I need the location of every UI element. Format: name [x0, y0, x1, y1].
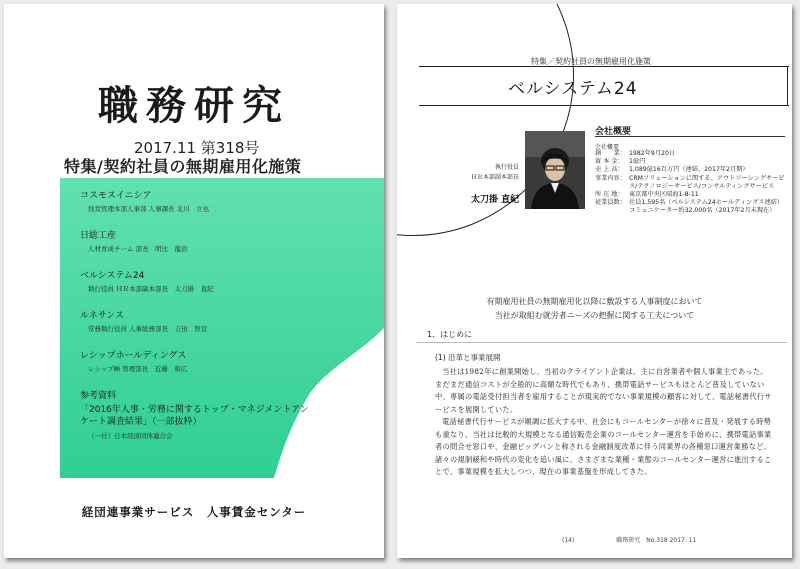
profile-value: 社員1,595名（ベルシステム24ホールディングス連結）コミュニケーター約32,000名（2017年2月末現在）	[629, 199, 783, 215]
profile-value: CRMソリューションに関する、アウトソーシングサービス/テクノロジーサービス/コンサルティングサービス	[629, 174, 785, 190]
profile-row	[595, 166, 785, 174]
profile-row	[595, 199, 785, 215]
page-footer	[562, 535, 772, 544]
title-box-top-rule	[419, 66, 789, 67]
profile-value: 1982年9月20日	[629, 150, 676, 157]
profile-value: 東京都中央区晴海1-8-11	[629, 191, 699, 199]
portrait-image	[525, 131, 585, 209]
article-page	[397, 4, 792, 558]
section-heading: 1．はじめに	[427, 330, 473, 339]
feature-label: 特集／契約社員の無期雇用化施策	[531, 57, 651, 66]
profile-key: 創 業：	[595, 150, 626, 157]
profile-value: 1億円	[629, 158, 646, 166]
profile-value: 1,089億16百万円（連結、2017年2月期）	[629, 166, 749, 174]
profile-row	[595, 175, 785, 191]
profile-heading: 会社概要	[595, 127, 632, 137]
exec-name: 太刀掛 直紀	[471, 195, 520, 205]
company-profile	[595, 150, 785, 216]
cover-title: 職務研究	[98, 82, 290, 129]
cover-issue: 2017.11 第318号	[134, 139, 260, 157]
contents-item	[80, 228, 370, 268]
contents-item	[80, 348, 370, 388]
contents-company: 日総工産	[80, 231, 117, 241]
author-photo	[525, 131, 585, 209]
body-paragraph: 当社は1982年に創業開始し、当初のクライアント企業は、主に自営業者や個人事業主であった。まだまだ通信コストが全般的に高額な時代でもあり、携帯電話サービスもほとんど普及していない中、専属の電話受付担当者を雇用することが現実的でない事業規模の顧客に対して、電話秘書代行サービスを展開していた。	[435, 367, 772, 414]
contents-item	[80, 188, 370, 228]
contents-person: 人材育成チーム 部長 明比 龍治	[88, 245, 188, 253]
cover-page	[4, 4, 384, 558]
footer-journal: 職務研究 No.318 2017. 11	[616, 537, 697, 544]
cover-publisher: 経団連事業サービス 人事賃金センター	[81, 505, 307, 519]
title-box-right-rule	[787, 66, 788, 105]
profile-key: 従業員数：	[595, 199, 626, 207]
profile-row	[595, 150, 785, 158]
title-box-bottom-rule	[419, 105, 789, 106]
profile-key: 事業内容：	[595, 174, 626, 182]
contents-person: レシップ㈱ 管理部長 近藤 和広	[88, 365, 188, 373]
profile-rule	[595, 136, 785, 137]
reference-org: （一社）日本経済団体連合会	[88, 432, 173, 440]
contents-reference	[80, 388, 370, 440]
contents-item	[80, 308, 370, 348]
lead-line-2: 当社が取組む就労者ニーズの把握に関する工夫について	[494, 311, 695, 320]
contents-company: レシップホールディングス	[80, 351, 187, 361]
cover-theme: 特集/契約社員の無期雇用化施策	[64, 157, 302, 176]
lead-line-1: 有期雇用社員の無期雇用化以降に敷設する人事制度において	[486, 297, 703, 306]
contents-person: 常務執行役員 人事総務部長 吉田 智宣	[88, 325, 208, 333]
contents-item	[80, 268, 370, 308]
exec-title: 執行役員	[494, 164, 519, 171]
profile-row	[595, 191, 785, 199]
subsection-heading: (1) 沿革と事業展開	[435, 353, 501, 362]
article-title: ベルシステム24	[508, 79, 638, 99]
contents-person: 経営管理本部人事部 人事課長 北川 立也	[88, 205, 210, 213]
body-paragraph: 電話秘書代行サービスが順調に拡大する中、社会にもコールセンターが徐々に普及・発展する時勢も重なり、当社は比較的大規模となる通信販売企業のコールセンター運営を手始めに、携帯電話事業者の問合せ窓口や、金融ビッグバンと称される金融制度改革に伴う同業界の各種窓口運営業務など、諸々の規制緩和や時代の変化を追い風に、さまざまな業種・業態のコールセンター運営に進出することで、事業規模を拡大しつつ、現在の事業基盤を形成してきた。	[435, 417, 772, 477]
exec-dept: ＨＲ本部副本部長	[470, 174, 519, 181]
footer-page-number: (14)	[562, 537, 575, 544]
section-rule	[417, 342, 787, 343]
contents-company: コスモスイニシア	[80, 191, 152, 201]
contents-person: 執行役員 ＨＲ本部副本部長 太刀掛 直紀	[88, 285, 214, 293]
reference-body: 「2016年人事・労務に関するトップ・マネジメントアンケート調査結果」（一部抜粋）	[80, 405, 309, 427]
contents-company: ルネサンス	[80, 311, 125, 321]
profile-key: 資 本 金：	[595, 158, 624, 166]
cover-contents	[80, 188, 370, 440]
profile-subheading: 会社概要	[595, 144, 620, 151]
profile-key: 売 上 高：	[595, 166, 624, 174]
reference-head: 参考資料	[80, 391, 117, 401]
profile-key: 所 在 地：	[595, 191, 624, 199]
contents-company: ベルシステム24	[80, 271, 145, 281]
